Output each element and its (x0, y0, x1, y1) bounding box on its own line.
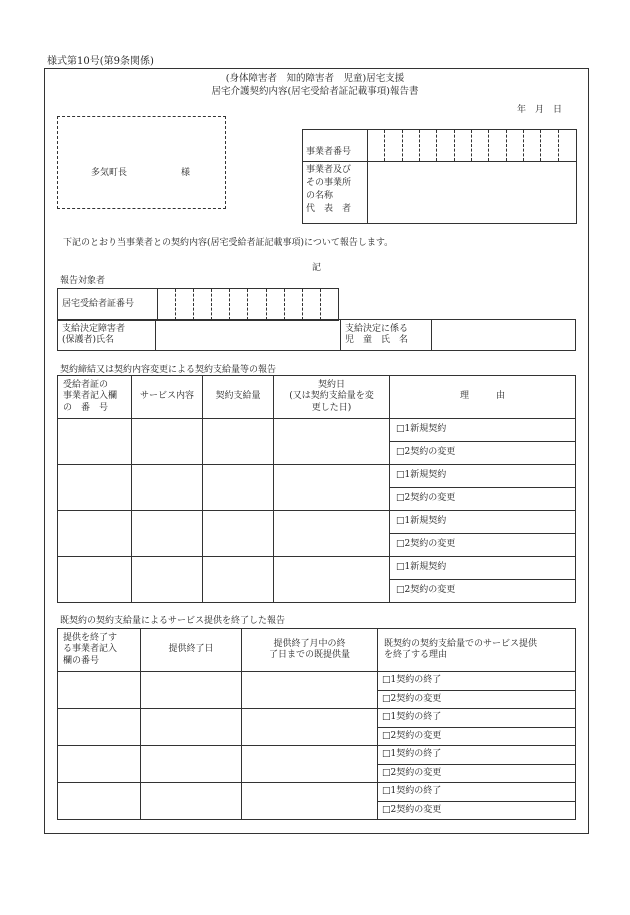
term-row-provided[interactable] (242, 672, 378, 709)
contract-row-date[interactable] (274, 511, 390, 557)
termination-table (57, 628, 576, 820)
contract-header-amount: 契約支給量 (203, 376, 274, 419)
contract-header-number: 受給者証の 事業者記入欄 の 番 号 (58, 376, 132, 419)
contract-row-date[interactable] (274, 419, 390, 465)
contract-row-date[interactable] (274, 465, 390, 511)
term-row-provided[interactable] (242, 746, 378, 783)
term-reason-end[interactable]: □1契約の終了 (378, 783, 576, 802)
term-row-number[interactable] (58, 746, 141, 783)
child-name-field[interactable] (432, 320, 576, 351)
term-row-number[interactable] (58, 783, 141, 820)
term-header-date: 提供終了日 (141, 629, 242, 672)
contract-reason-change[interactable]: □2契約の変更 (390, 534, 576, 557)
term-row-date[interactable] (141, 783, 242, 820)
term-row-date[interactable] (141, 672, 242, 709)
section2-heading: 契約締結又は契約内容変更による契約支給量等の報告 (60, 365, 277, 375)
contract-header-service: サービス内容 (132, 376, 203, 419)
contract-reason-change[interactable]: □2契約の変更 (390, 580, 576, 603)
section1-heading: 報告対象者 (60, 276, 106, 286)
term-reason-change[interactable]: □2契約の変更 (378, 690, 576, 709)
provider-number-label: 事業者番号 (306, 147, 352, 157)
contract-table (57, 375, 576, 603)
term-row-date[interactable] (141, 746, 242, 783)
ki-label: 記 (312, 263, 322, 273)
term-reason-change[interactable]: □2契約の変更 (378, 727, 576, 746)
form-number: 様式第10号(第9条関係) (47, 56, 154, 67)
contract-row-number[interactable] (58, 419, 132, 465)
addressee-box (57, 116, 226, 209)
term-header-reason: 既契約の契約支給量でのサービス提供 を終了する理由 (378, 629, 576, 672)
provider-name-label-2: その事業所 (306, 178, 352, 188)
contract-row-date[interactable] (274, 557, 390, 603)
addressee-name: 多気町長 (91, 168, 128, 178)
cert-number-cells[interactable] (158, 289, 339, 321)
contract-reason-new[interactable]: □1新規契約 (390, 511, 576, 534)
term-reason-end[interactable]: □1契約の終了 (378, 672, 576, 691)
term-reason-change[interactable]: □2契約の変更 (378, 764, 576, 783)
contract-reason-change[interactable]: □2契約の変更 (390, 442, 576, 465)
cert-label: 居宅受給者証番号 (58, 289, 158, 321)
contract-row-number[interactable] (58, 557, 132, 603)
provider-name-label-1: 事業者及び (306, 165, 352, 175)
intro-text: 下記のとおり当事業者との契約内容(居宅受給者証記載事項)について報告します。 (63, 238, 394, 248)
contract-row-amount[interactable] (203, 511, 274, 557)
date-label: 年 月 日 (517, 105, 563, 115)
term-reason-end[interactable]: □1契約の終了 (378, 746, 576, 765)
term-row-provided[interactable] (242, 709, 378, 746)
contract-reason-new[interactable]: □1新規契約 (390, 419, 576, 442)
child-label: 支給決定に係る 児 童 氏 名 (341, 320, 432, 351)
recipient-table (57, 319, 576, 351)
term-row-number[interactable] (58, 672, 141, 709)
title-line1: (身体障害者 知的障害者 児童)居宅支援 (225, 73, 405, 84)
addressee-honorific: 様 (181, 168, 191, 178)
contract-row-service[interactable] (132, 511, 203, 557)
term-header-provided: 提供終了月中の終 了日までの既提供量 (242, 629, 378, 672)
cert-number-table (57, 288, 339, 321)
term-header-number: 提供を終了す る事業者記入 欄の番号 (58, 629, 141, 672)
contract-row-service[interactable] (132, 419, 203, 465)
contract-row-number[interactable] (58, 465, 132, 511)
provider-name-label-4: 代 表 者 (306, 204, 352, 214)
contract-reason-change[interactable]: □2契約の変更 (390, 488, 576, 511)
provider-number-cells[interactable] (368, 130, 575, 161)
contract-reason-new[interactable]: □1新規契約 (390, 557, 576, 580)
term-row-provided[interactable] (242, 783, 378, 820)
contract-header-reason: 理 由 (390, 376, 576, 419)
section3-heading: 既契約の契約支給量によるサービス提供を終了した報告 (60, 616, 286, 626)
term-row-number[interactable] (58, 709, 141, 746)
contract-row-amount[interactable] (203, 557, 274, 603)
term-reason-end[interactable]: □1契約の終了 (378, 709, 576, 728)
contract-header-date: 契約日 (又は契約支給量を変 更した日) (274, 376, 390, 419)
contract-row-amount[interactable] (203, 419, 274, 465)
contract-row-amount[interactable] (203, 465, 274, 511)
term-reason-change[interactable]: □2契約の変更 (378, 801, 576, 820)
contract-row-number[interactable] (58, 511, 132, 557)
term-row-date[interactable] (141, 709, 242, 746)
person-name-field[interactable] (156, 320, 341, 351)
contract-row-service[interactable] (132, 465, 203, 511)
contract-reason-new[interactable]: □1新規契約 (390, 465, 576, 488)
contract-row-service[interactable] (132, 557, 203, 603)
person-label: 支給決定障害者 (保護者)氏名 (58, 320, 156, 351)
provider-name-label-3: の名称 (306, 191, 334, 201)
title-line2: 居宅介護契約内容(居宅受給者証記載事項)報告書 (211, 86, 419, 97)
